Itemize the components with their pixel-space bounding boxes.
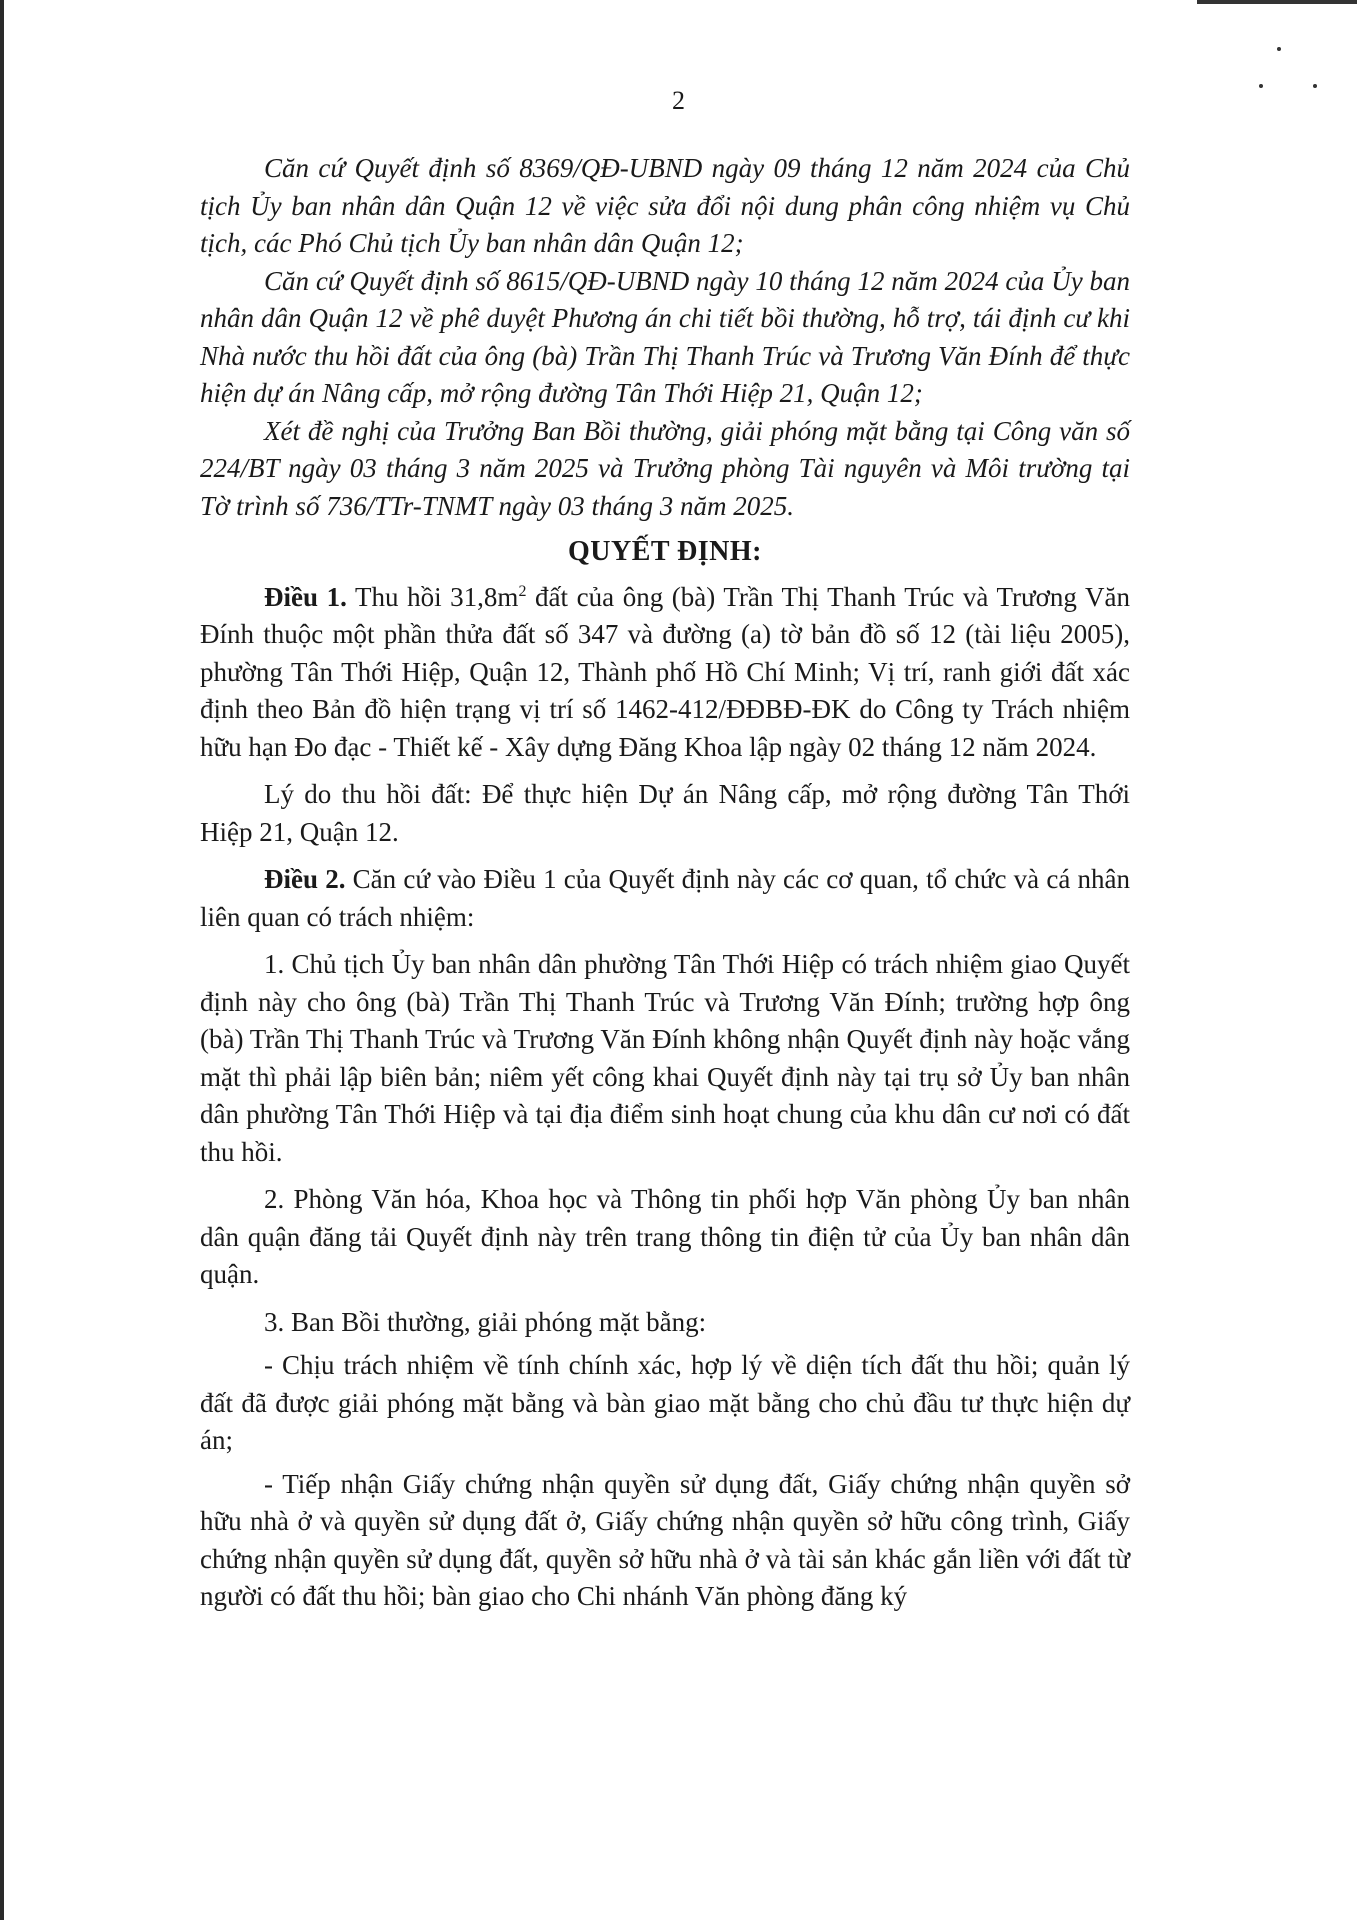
article-1-text-b: đất của ông (bà) Trần Thị Thanh Trúc và Trương Văn Đính thuộc một phần thửa đất số 347 và đường (a) tờ bản đồ số 12 (tài liệu 2005), phường Tân Thới Hiệp, Quận 12, Thành phố Hồ Chí Minh; Vị trí, ranh giới đất xác định theo Bản đồ hiện trạng vị trí số 1462-412/ĐĐBĐ-ĐK do Công ty Trách nhiệm hữu hạn Đo đạc - Thiết kế - Xây dựng Đăng Khoa lập ngày 02 tháng 12 năm 2024.: [200, 581, 1130, 762]
article-2-subitem: - Tiếp nhận Giấy chứng nhận quyền sử dụng đất, Giấy chứng nhận quyền sở hữu nhà ở và quyền sử dụng đất ở, Giấy chứng nhận quyền sở hữu công trình, Giấy chứng nhận quyền sử dụng đất, quyền sở hữu nhà ở và tài sản khác gắn liền với đất từ người có đất thu hồi; bàn giao cho Chi nhánh Văn phòng đăng ký: [200, 1468, 1130, 1611]
decision-heading: QUYẾT ĐỊNH:: [567, 536, 762, 567]
article-2-label: Điều 2.: [264, 864, 346, 894]
article-2-subitem: - Chịu trách nhiệm về tính chính xác, hợp lý về diện tích đất thu hồi; quản lý đất đã được giải phóng mặt bằng và bàn giao mặt bằng cho chủ đầu tư thực hiện dự án;: [200, 1350, 1130, 1455]
article-1-label: Điều 1.: [264, 581, 347, 612]
article-2-item: 1. Chủ tịch Ủy ban nhân dân phường Tân Thới Hiệp có trách nhiệm giao Quyết định này cho ông (bà) Trần Thị Thanh Trúc và Trương Văn Đính; trường hợp ông (bà) Trần Thị Thanh Trúc và Trương Văn Đính không nhận Quyết định này hoặc vắng mặt thì phải lập biên bản; niêm yết công khai Quyết định này tại trụ sở Ủy ban nhân dân phường Tân Thới Hiệp và tại địa điểm sinh hoạt chung của khu dân cư nơi có đất thu hồi.: [200, 949, 1130, 1167]
page-number: 2: [672, 86, 685, 115]
article-2-item: 3. Ban Bồi thường, giải phóng mặt bằng:: [264, 1306, 707, 1337]
article-2-intro: Căn cứ vào Điều 1 của Quyết định này các cơ quan, tổ chức và cá nhân liên quan có trách nhiệm:: [200, 864, 1130, 932]
area-unit-superscript: 2: [518, 582, 527, 600]
preamble-paragraph: Xét đề nghị của Trưởng Ban Bồi thường, giải phóng mặt bằng tại Công văn số 224/BT ngày 03 tháng 3 năm 2025 và Trưởng phòng Tài nguyên và Môi trường tại Tờ trình số 736/TTr-TNMT ngày 03 tháng 3 năm 2025.: [200, 415, 1130, 521]
scan-speck: [1277, 47, 1281, 51]
scan-border-top: [1197, 0, 1357, 4]
article-1-reason: Lý do thu hồi đất: Để thực hiện Dự án Nâng cấp, mở rộng đường Tân Thới Hiệp 21, Quận 12.: [200, 779, 1130, 847]
preamble-paragraph: Căn cứ Quyết định số 8615/QĐ-UBND ngày 10 tháng 12 năm 2024 của Ủy ban nhân dân Quận 12 về phê duyệt Phương án chi tiết bồi thường, hỗ trợ, tái định cư khi Nhà nước thu hồi đất của ông (bà) Trần Thị Thanh Trúc và Trương Văn Đính để thực hiện dự án Nâng cấp, mở rộng đường Tân Thới Hiệp 21, Quận 12;: [200, 265, 1130, 408]
preamble-paragraph: Căn cứ Quyết định số 8369/QĐ-UBND ngày 09 tháng 12 năm 2024 của Chủ tịch Ủy ban nhân dân Quận 12 về việc sửa đổi nội dung phân công nhiệm vụ Chủ tịch, các Phó Chủ tịch Ủy ban nhân dân Quận 12;: [200, 153, 1130, 258]
article-2-item: 2. Phòng Văn hóa, Khoa học và Thông tin phối hợp Văn phòng Ủy ban nhân dân quận đăng tải Quyết định này trên trang thông tin điện tử của Ủy ban nhân dân quận.: [200, 1184, 1130, 1289]
article-1-paragraph: [200, 579, 1130, 767]
document-body: [200, 150, 1130, 1622]
scan-border-left: [0, 0, 4, 1920]
article-1-text-a: Thu hồi 31,8m: [346, 581, 519, 612]
article-2-paragraph: [200, 861, 1130, 936]
